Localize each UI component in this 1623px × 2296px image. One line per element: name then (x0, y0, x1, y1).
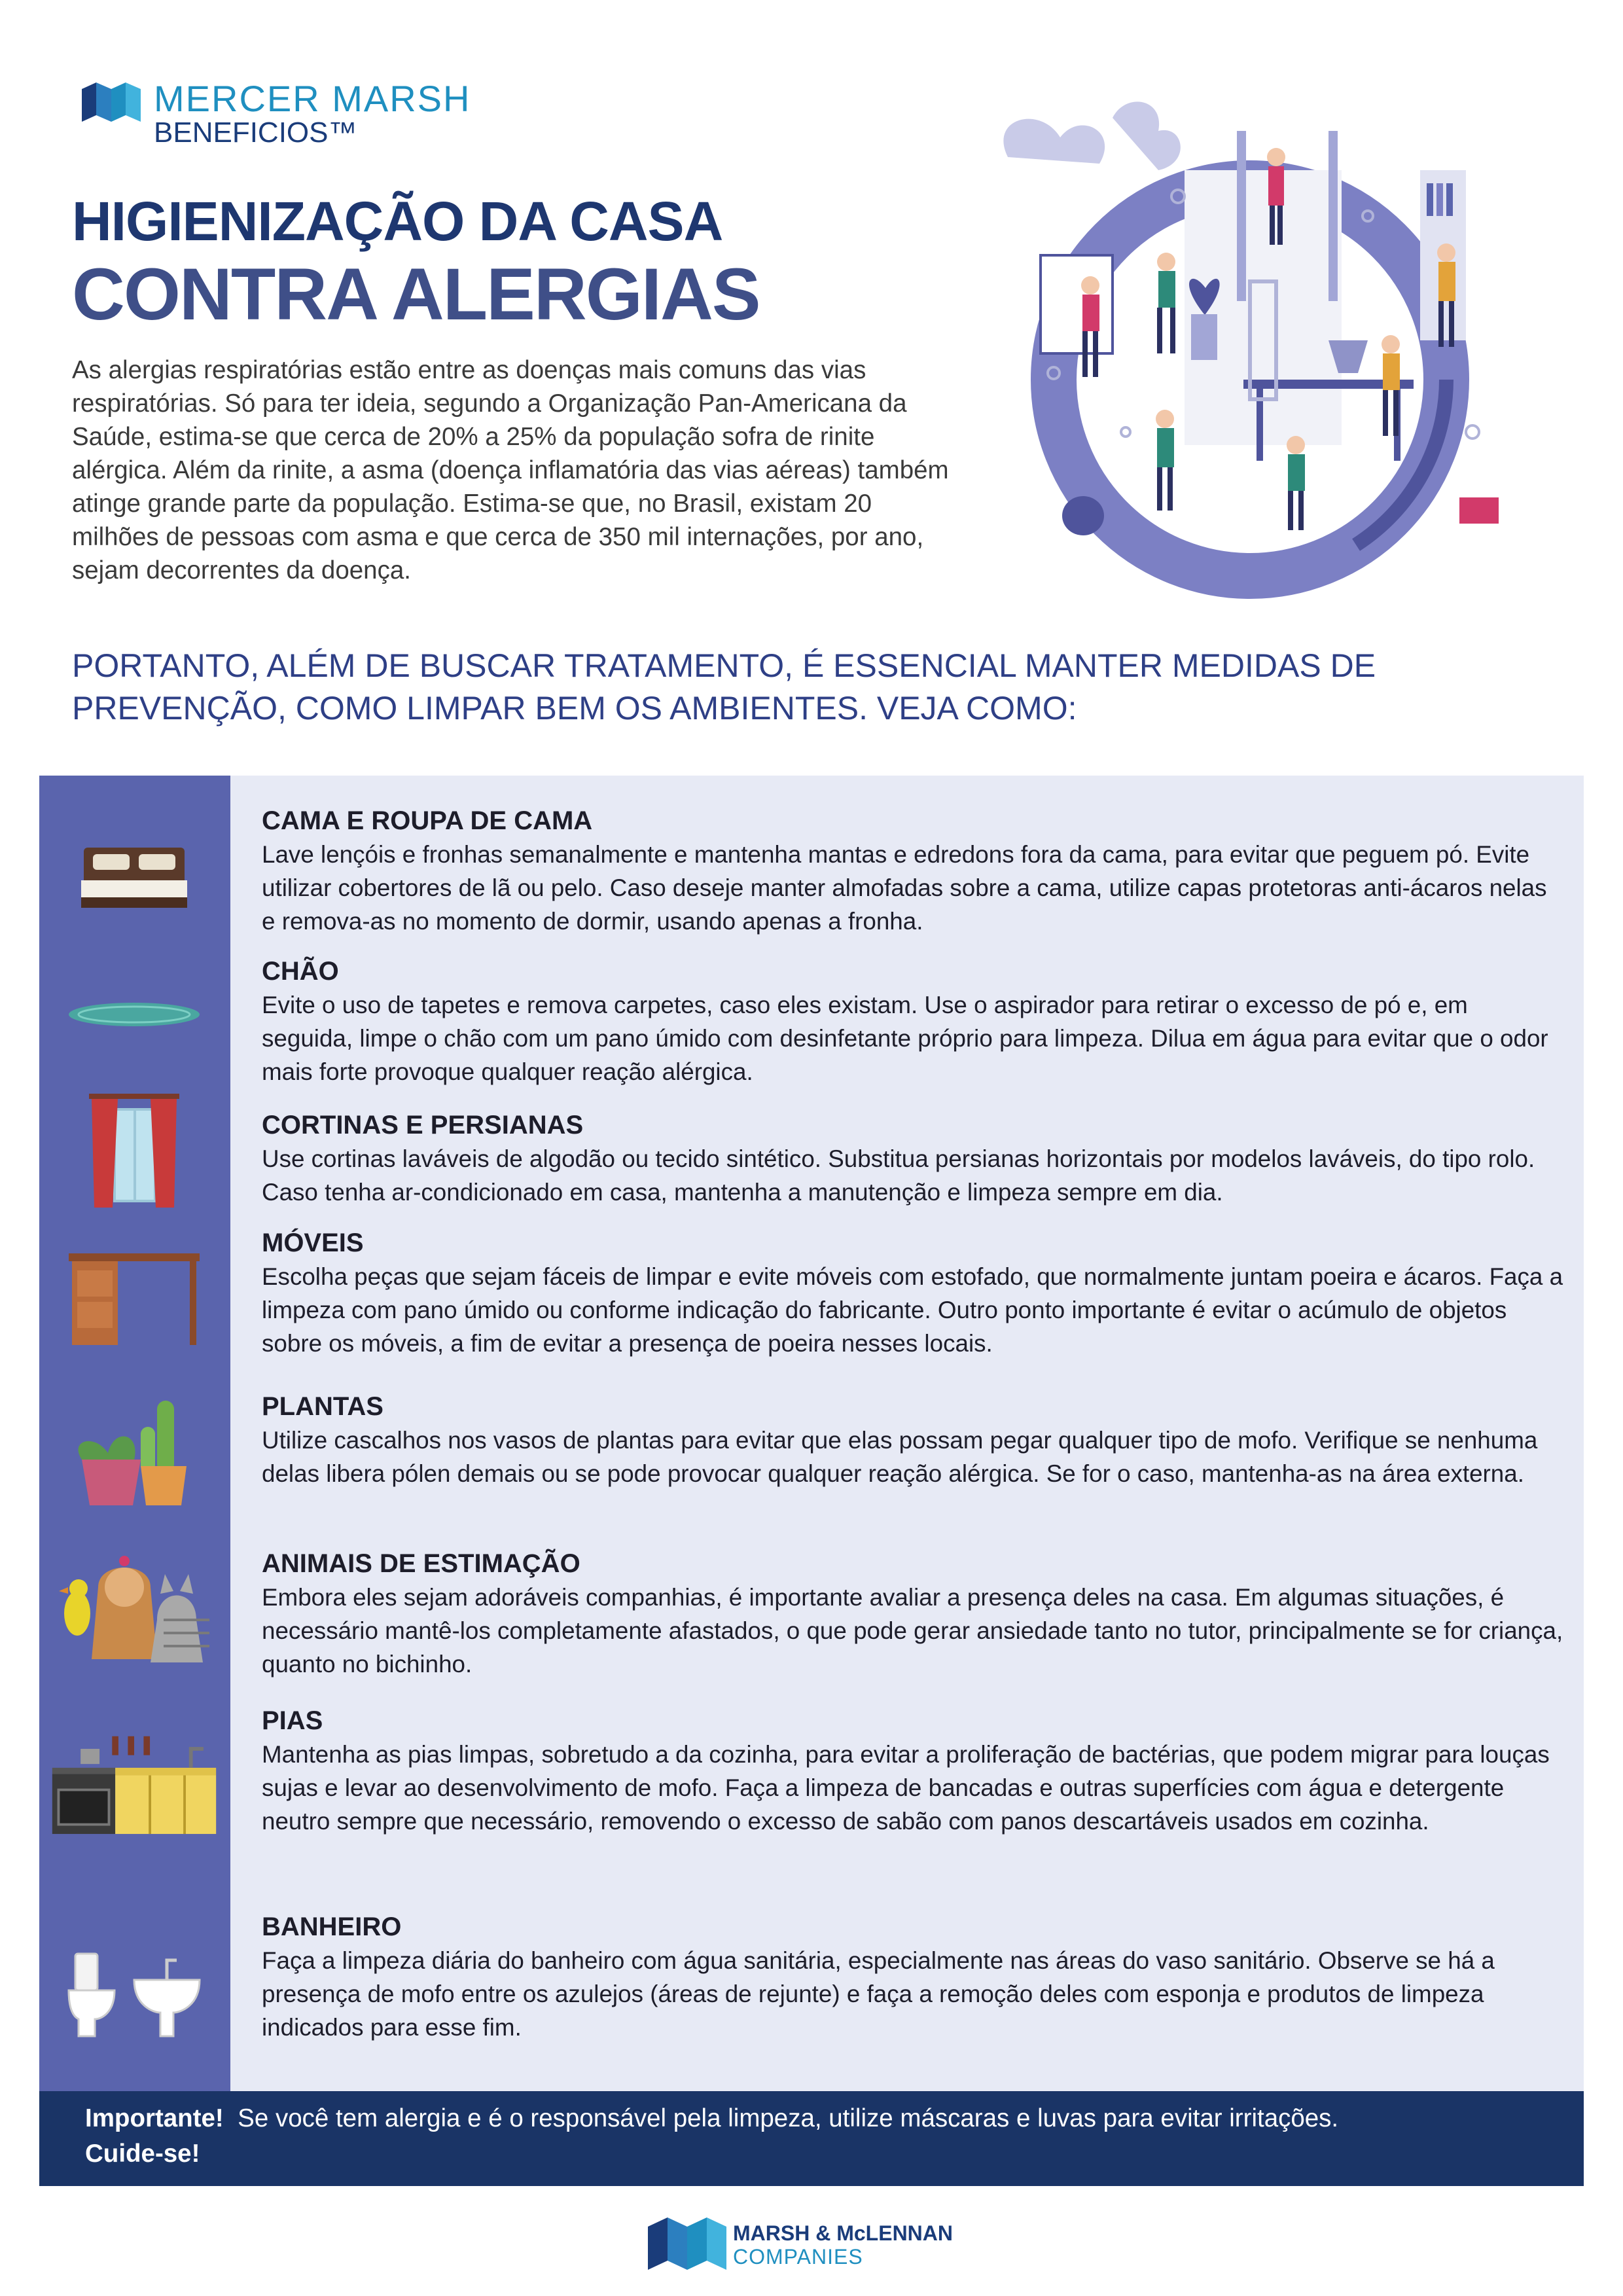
brand-name-line2: BENEFICIOS™ (154, 117, 357, 149)
section-curtains (262, 1109, 1564, 1209)
section-floor (262, 956, 1564, 1088)
section-title: MÓVEIS (262, 1229, 364, 1257)
section-bathroom (262, 1911, 1564, 2044)
closing-text: Cuide-se! (85, 2140, 200, 2168)
section-text: Utilize cascalhos nos vasos de plantas para evitar que elas possam pegar qualquer tipo de mofo. Verifique se nenhuma delas libera pólen demais ou se pode provocar qualquer reação alérgica. Se for o caso, mantenha-as na área externa. (262, 1427, 1538, 1487)
important-note (85, 2101, 1564, 2172)
page-title-line1: HIGIENIZAÇÃO DA CASA (72, 190, 723, 252)
section-title: PIAS (262, 1706, 323, 1735)
brand-name-line1: MERCER MARSH (154, 78, 471, 119)
section-text: Escolha peças que sejam fáceis de limpar e evite móveis com estofado, que normalmente juntam poeira e ácaros. Faça a limpeza com pano úmido ou conforme indicação do fabricante. Outro ponto importante é evitar o acúmulo de objetos sobre os móveis, a fim de evitar a presença de poeira nesses locais. (262, 1263, 1563, 1357)
section-furniture (262, 1227, 1564, 1360)
section-title: CHÃO (262, 957, 339, 986)
page-title-line2: CONTRA ALERGIAS (72, 253, 760, 335)
section-title: PLANTAS (262, 1392, 383, 1421)
section-text: Evite o uso de tapetes e remova carpetes, caso eles existam. Use o aspirador para retirar o excesso de pó e, em seguida, limpe o chão com um pano úmido com desinfetante próprio para limpeza. Dilua em água para evitar que o odor mais forte provoque qualquer reação alérgica. (262, 992, 1548, 1085)
footer-brand-line1: MARSH & McLENNAN (733, 2221, 953, 2245)
section-sinks (262, 1705, 1564, 1838)
kitchen-sink-icon (49, 1728, 219, 1839)
important-text: Se você tem alergia e é o responsável pela limpeza, utilize máscaras e luvas para evitar irritações. (238, 2104, 1339, 2132)
section-text: Mantenha as pias limpas, sobretudo a da cozinha, para evitar a proliferação de bactérias, que podem migrar para louças sujas e levar ao desenvolvimento de mofo. Faça a limpeza de bancadas e outras superfícies com água e detergente neutro sempre que necessário, removendo o excesso de sabão com panos descartáveis usados em cozinha. (262, 1741, 1550, 1835)
mercer-marsh-logo-mark-icon (82, 82, 141, 122)
footer-brand-line2: COMPANIES (733, 2245, 863, 2269)
section-title: CAMA E ROUPA DE CAMA (262, 806, 593, 835)
curtain-window-icon (49, 1090, 219, 1214)
important-label: Importante! (85, 2104, 224, 2132)
toilet-sink-icon (49, 1941, 219, 2039)
section-text: Use cortinas laváveis de algodão ou tecido sintético. Substitua persianas horizontais por modelos laváveis, do tipo rolo. Caso tenha ar-condicionado em casa, mantenha a manutenção e limpeza sempre em dia. (262, 1145, 1535, 1206)
potted-plants-icon (49, 1388, 219, 1512)
section-title: CORTINAS E PERSIANAS (262, 1111, 584, 1139)
section-text: Lave lençóis e fronhas semanalmente e mantenha mantas e edredons fora da cama, para evitar que peguem pó. Evite utilizar cobertores de lã ou pelo. Caso deseje manter almofadas sobre a cama, utilize capas protetoras anti-ácaros nelas e remova-as no momento de dormir, usando apenas a fronha. (262, 841, 1547, 935)
rug-icon (49, 995, 219, 1034)
section-text: Faça a limpeza diária do banheiro com água sanitária, especialmente nas áreas do vaso sanitário. Observe se há a presença de mofo entre os azulejos (áreas de rejunte) e faça a remoção deles com esponja e produtos de limpeza indicados para esse fim. (262, 1947, 1495, 2041)
prevention-callout: PORTANTO, ALÉM DE BUSCAR TRATAMENTO, É ESSENCIAL MANTER MEDIDAS DE PREVENÇÃO, COMO LIMPAR BEM OS AMBIENTES. VEJA COMO: (72, 647, 1376, 726)
intro-paragraph: As alergias respiratórias estão entre as doenças mais comuns das vias respiratórias. Só para ter ideia, segundo a Organização Pan-Americana da Saúde, estima-se que cerca de 20% a 25% da população sofra de rinite alérgica. Além da rinite, a asma (doença inflamatória das vias aéreas) também atinge grande parte da população. Estima-se que, no Brasil, existam 20 milhões de pessoas com asma e que cerca de 350 mil internações, por ano, sejam decorrentes da doença. (72, 356, 949, 584)
desk-icon (49, 1247, 219, 1352)
marsh-mclennan-logo-mark-icon (648, 2217, 726, 2270)
pets-icon (49, 1548, 219, 1672)
section-title: ANIMAIS DE ESTIMAÇÃO (262, 1549, 580, 1578)
section-text: Embora eles sejam adoráveis companhias, é importante avaliar a presença deles na casa. Em algumas situações, é necessário mantê-los completamente afastados, o que pode gerar ansiedade tanto no tutor, principalmente se for criança, quanto no bichinho. (262, 1584, 1563, 1677)
bed-icon (49, 834, 219, 920)
section-plants (262, 1391, 1564, 1490)
section-bed (262, 805, 1564, 938)
section-pets (262, 1548, 1564, 1681)
cleaning-team-illustration (962, 92, 1538, 602)
section-title: BANHEIRO (262, 1912, 402, 1941)
